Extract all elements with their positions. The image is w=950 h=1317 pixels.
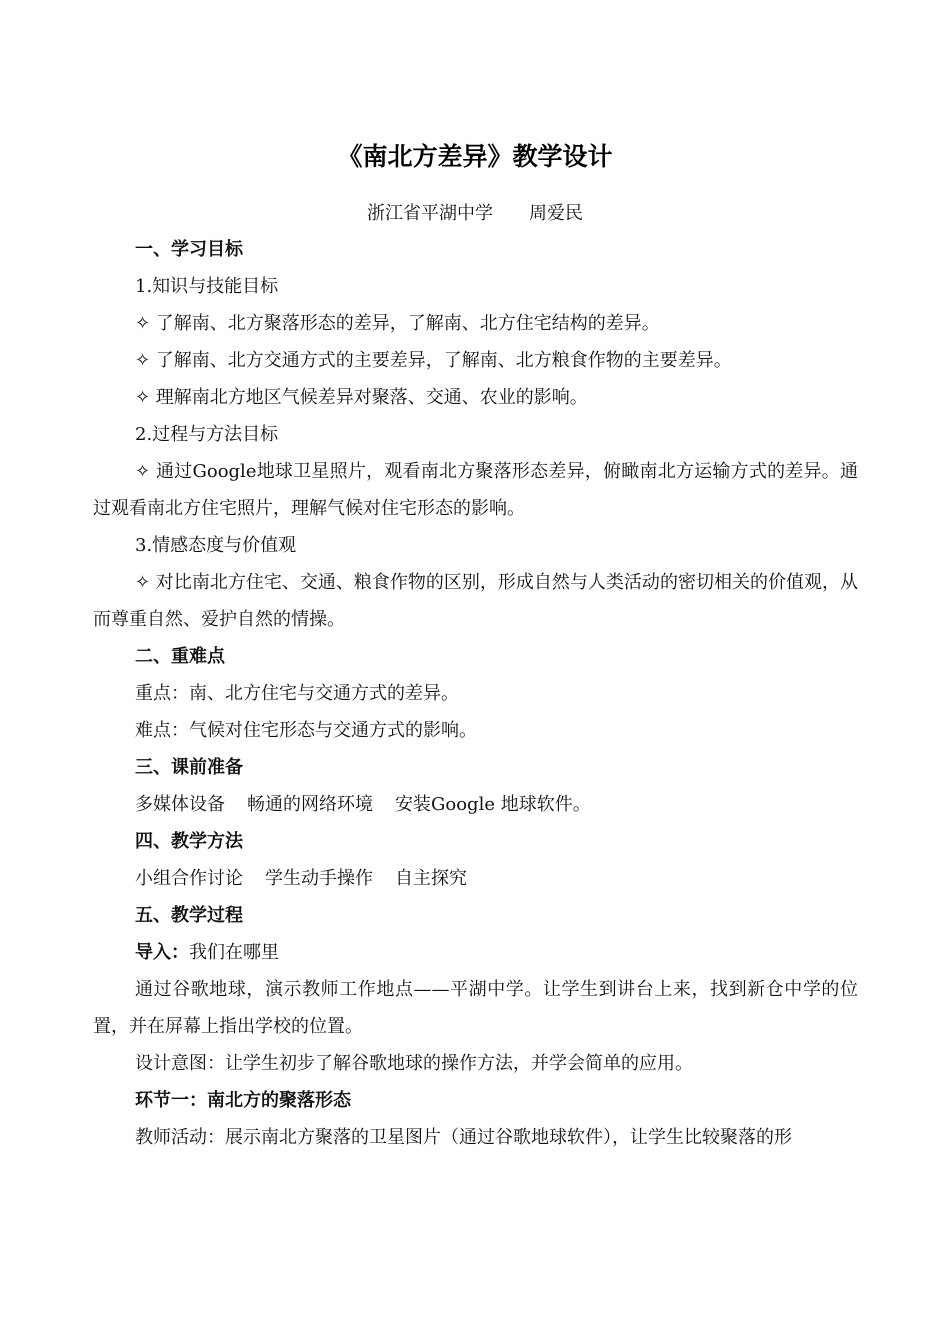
bullet-item: ✧ 了解南、北方交通方式的主要差异，了解南、北方粮食作物的主要差异。 [135, 350, 732, 371]
section-heading-process: 五、教学过程 [135, 905, 243, 926]
method-item: 小组合作讨论 [135, 868, 243, 889]
step1-heading: 环节一：南北方的聚落形态 [135, 1090, 351, 1111]
paragraph-values: ✧ 对比南北方住宅、交通、粮食作物的区别，形成自然与人类活动的密切相关的价值观，从而尊重自然、爱护自然的情操。 [93, 572, 858, 630]
author-school: 浙江省平湖中学 [367, 203, 493, 224]
section-heading-key-points: 二、重难点 [135, 646, 225, 667]
author-line [0, 196, 950, 232]
intro-text: 我们在哪里 [189, 942, 279, 963]
preparation-item: 多媒体设备 [135, 794, 225, 815]
method-item: 学生动手操作 [265, 868, 373, 889]
intro-label: 导入： [135, 942, 189, 963]
difficult-point-text: 难点：气候对住宅形态与交通方式的影响。 [135, 720, 477, 741]
document-body [93, 231, 858, 1156]
intro-line [93, 934, 858, 971]
document-title: 《南北方差异》教学设计 [337, 142, 613, 171]
bullet-item: ✧ 了解南、北方聚落形态的差异，了解南、北方住宅结构的差异。 [135, 313, 660, 334]
bullet-item: ✧ 理解南北方地区气候差异对聚落、交通、农业的影响。 [135, 387, 588, 408]
step1-paragraph: 教师活动：展示南北方聚落的卫星图片（通过谷歌地球软件），让学生比较聚落的形 [135, 1127, 792, 1148]
method-item: 自主探究 [395, 868, 467, 889]
preparation-list [93, 786, 858, 823]
subheading-values: 3.情感态度与价值观 [135, 535, 297, 556]
author-name: 周爱民 [529, 203, 583, 224]
key-point-text: 重点：南、北方住宅与交通方式的差异。 [135, 683, 459, 704]
subheading-process: 2.过程与方法目标 [135, 424, 279, 445]
design-intent: 设计意图：让学生初步了解谷歌地球的操作方法，并学会简单的应用。 [135, 1053, 693, 1074]
section-heading-methods: 四、教学方法 [135, 831, 243, 852]
methods-list [93, 860, 858, 897]
preparation-item: 畅通的网络环境 [247, 794, 373, 815]
paragraph-process: ✧ 通过Google地球卫星照片，观看南北方聚落形态差异，俯瞰南北方运输方式的差异。通过观看南北方住宅照片，理解气候对住宅形态的影响。 [93, 461, 858, 519]
section-heading-preparation: 三、课前准备 [135, 757, 243, 778]
preparation-item: 安装Google 地球软件。 [395, 794, 591, 815]
paragraph-intro: 通过谷歌地球，演示教师工作地点——平湖中学。让学生到讲台上来，找到新仓中学的位置，并在屏幕上指出学校的位置。 [93, 979, 858, 1037]
subheading-knowledge: 1.知识与技能目标 [135, 276, 279, 297]
section-heading-objectives: 一、学习目标 [135, 239, 243, 260]
